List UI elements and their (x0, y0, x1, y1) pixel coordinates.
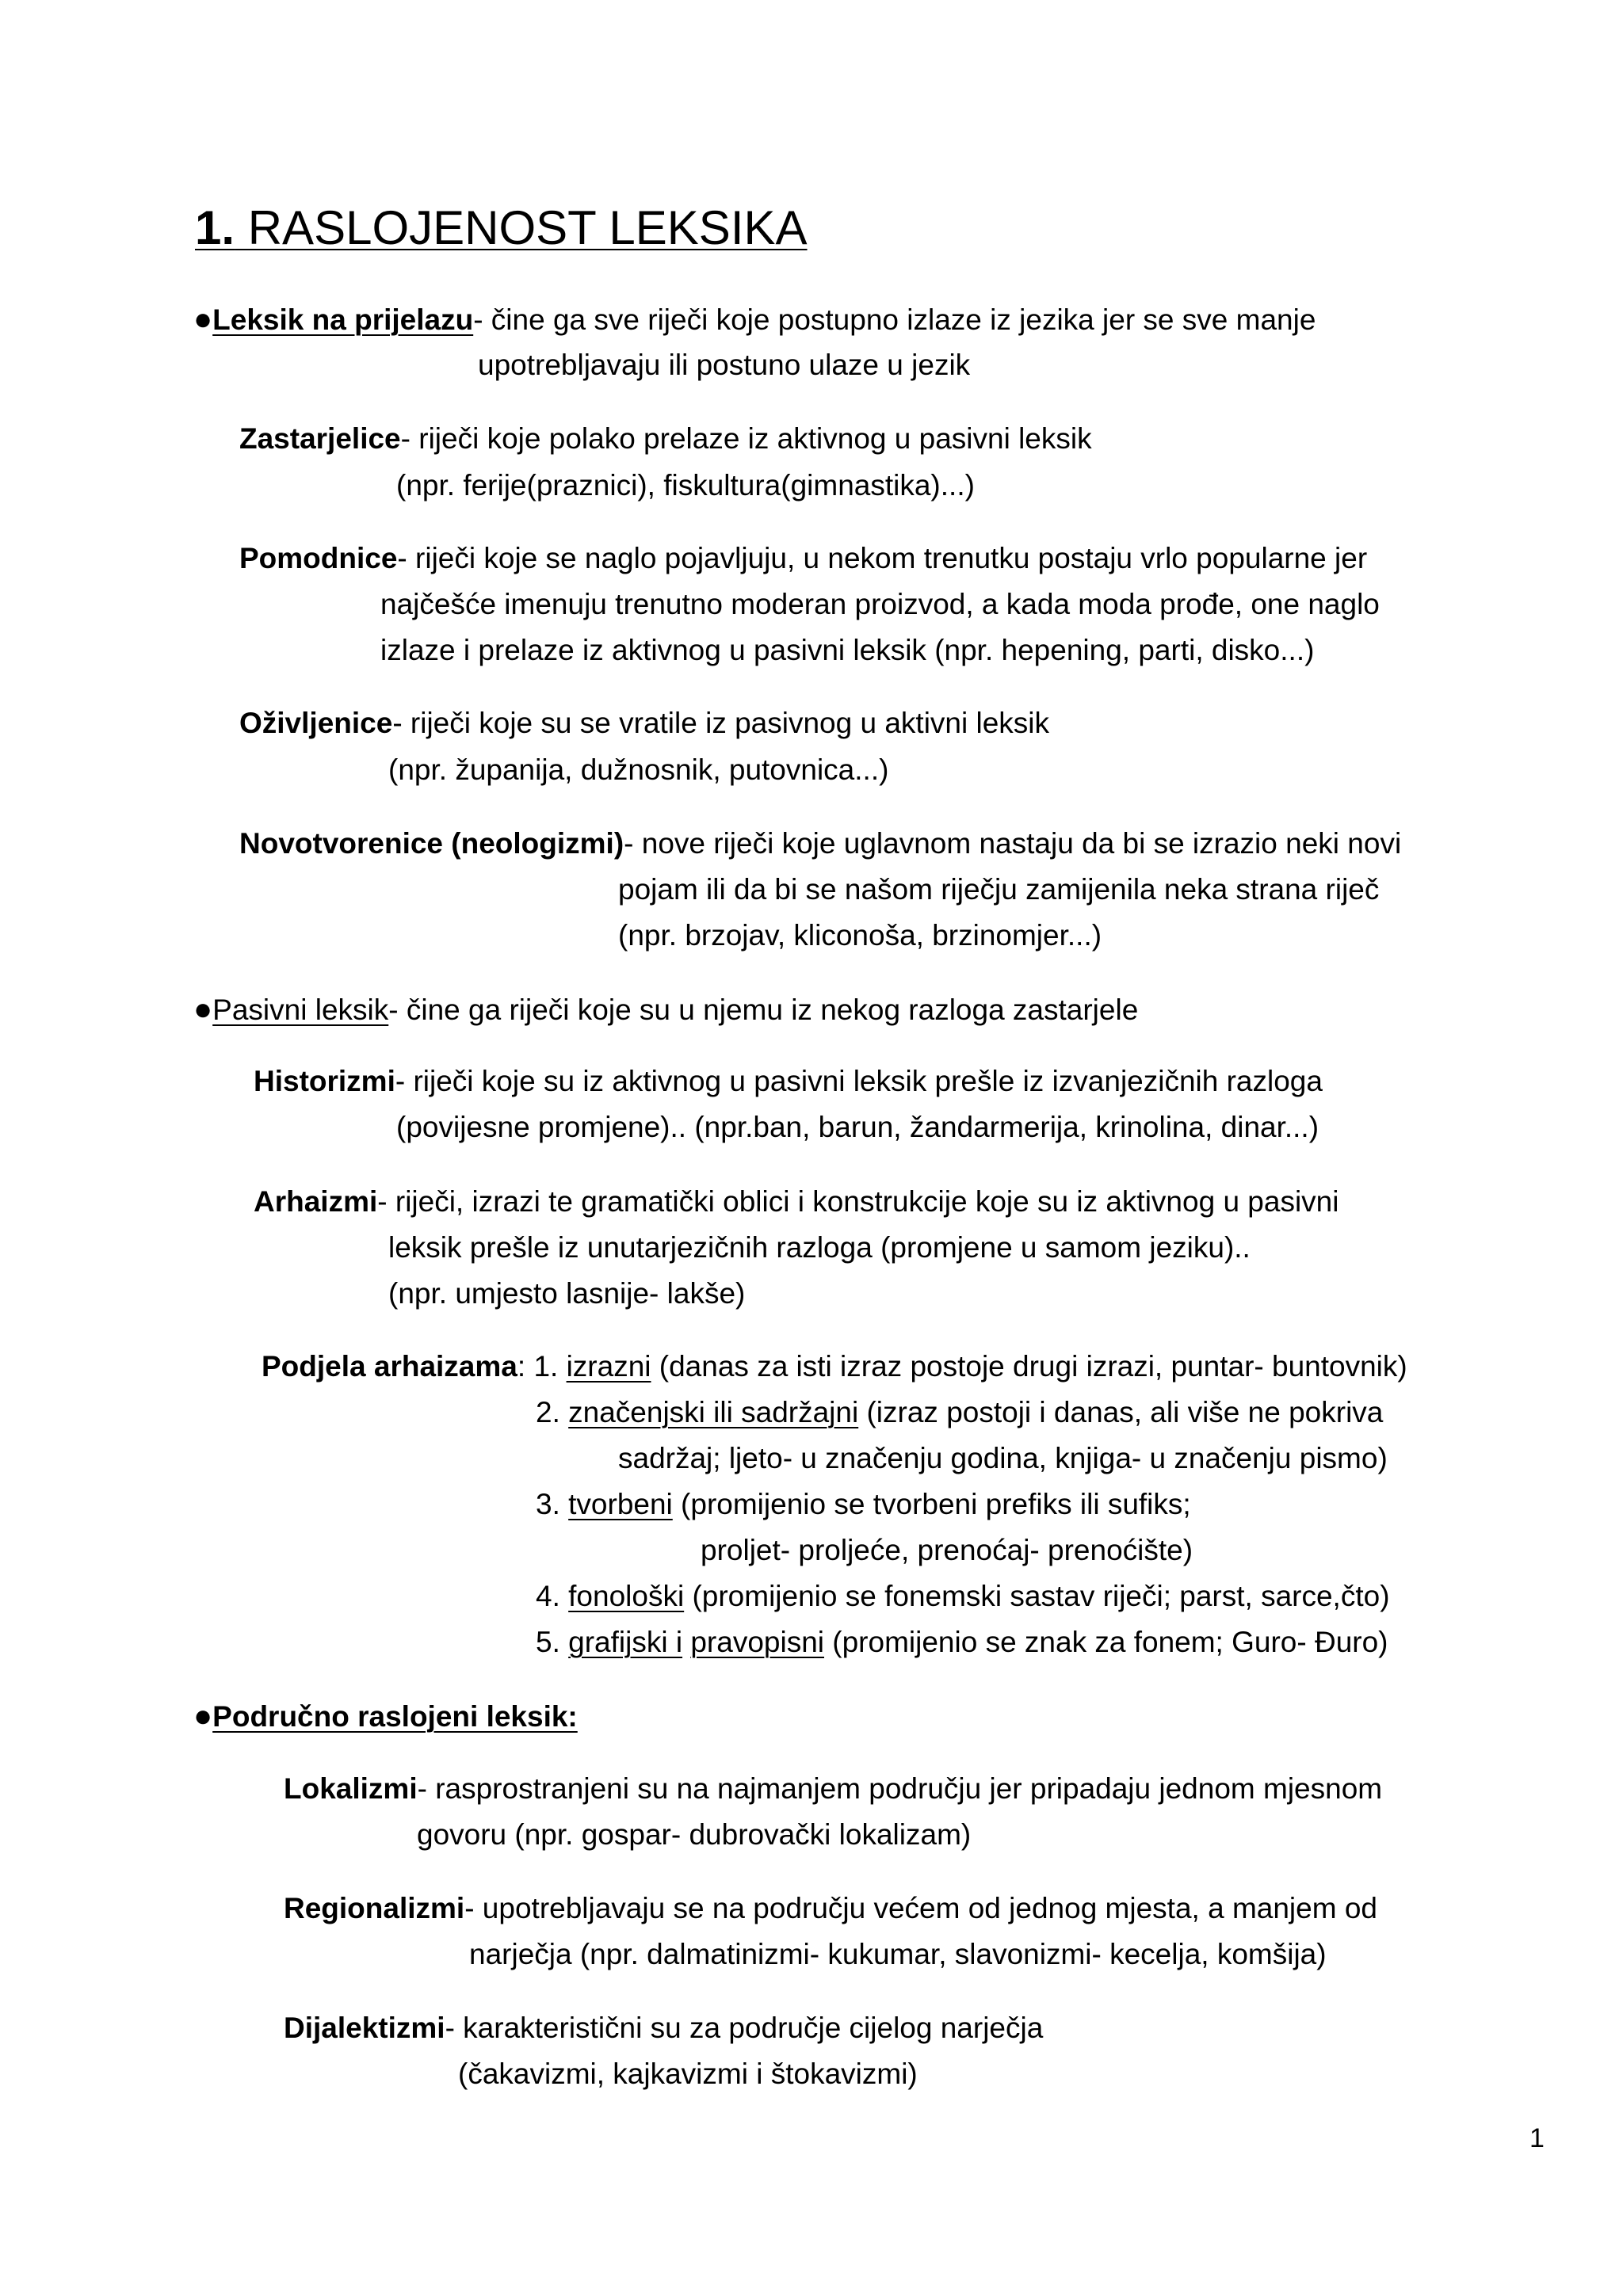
list-text: (danas za isti izraz postoje drugi izrazi, puntar- buntovnik) (651, 1350, 1407, 1383)
section-text-cont: upotrebljavaju ili postuno ulaze u jezik (478, 349, 971, 381)
entry-text: - riječi koje su se vratile iz pasivnog u aktivni leksik (392, 707, 1050, 739)
entry-term: Historizmi (254, 1065, 395, 1097)
entry-ozivljenice (239, 708, 1049, 738)
list-number: 4. (536, 1580, 569, 1612)
list-item-2 (536, 1398, 1383, 1427)
entry-text-cont: (npr. brzojav, kliconoša, brzinomjer...) (618, 919, 1102, 952)
title-number: 1. (195, 201, 235, 254)
entry-text-cont: (čakavizmi, kajkavizmi i štokavizmi) (458, 2058, 918, 2090)
bullet-icon: ● (193, 1699, 213, 1733)
list-key: grafijski i (568, 1626, 683, 1658)
entry-text: - karakteristični su za područje cijelog narječja (445, 2012, 1044, 2044)
list-key: pravopisni (690, 1626, 824, 1658)
gap (682, 1626, 690, 1658)
entry-historizmi (254, 1066, 1323, 1096)
page-number: 1 (1529, 2123, 1545, 2153)
entry-term: Dijalektizmi (284, 2012, 445, 2044)
list-item-3 (536, 1489, 1191, 1519)
entry-term: Zastarjelice (239, 422, 401, 455)
list-key: značenjski ili sadržajni (568, 1396, 859, 1428)
entry-novotvorenice (239, 829, 1401, 858)
entry-text: - nove riječi koje uglavnom nastaju da bi se izrazio neki novi (624, 827, 1402, 860)
list-item-5 (536, 1627, 1388, 1657)
entry-text: - riječi koje su iz aktivnog u pasivni leksik prešle iz izvanjezičnih razloga (395, 1065, 1323, 1097)
podjela-arhaizama (262, 1352, 1407, 1381)
entry-text: - riječi koje se naglo pojavljuju, u nekom trenutku postaju vrlo popularne jer (397, 542, 1368, 574)
list-number: 5. (536, 1626, 569, 1658)
entry-text-cont: govoru (npr. gospar- dubrovački lokalizam) (417, 1818, 972, 1851)
list-text: (promijenio se tvorbeni prefiks ili sufiks; (672, 1488, 1191, 1520)
list-item-cont: sadržaj; ljeto- u značenju godina, knjiga- u značenju pismo) (618, 1442, 1388, 1474)
section-heading: Leksik na prijelazu (212, 303, 474, 336)
bullet-icon: ● (193, 992, 213, 1027)
list-text: (promijenio se znak za fonem; Guro- Đuro) (824, 1626, 1388, 1658)
entry-zastarjelice (239, 424, 1092, 453)
section-text: - čine ga sve riječi koje postupno izlaze iz jezika jer se sve manje (473, 303, 1316, 336)
entry-regionalizmi (284, 1894, 1377, 1923)
entry-text-cont: najčešće imenuju trenutno moderan proizvod, a kada moda prođe, one naglo (380, 588, 1380, 620)
entry-term: Podjela arhaizama (262, 1350, 517, 1383)
colon: : (517, 1350, 534, 1383)
entry-text-cont: (npr. županija, dužnosnik, putovnica...) (388, 753, 889, 786)
list-number: 2. (536, 1396, 569, 1428)
section-text: - čine ga riječi koje su u njemu iz nekog razloga zastarjele (388, 994, 1139, 1026)
entry-term: Regionalizmi (284, 1892, 465, 1924)
entry-text: - riječi koje polako prelaze iz aktivnog u pasivni leksik (400, 422, 1092, 455)
entry-text-cont: izlaze i prelaze iz aktivnog u pasivni leksik (npr. hepening, parti, disko...) (380, 634, 1315, 666)
entry-lokalizmi (284, 1774, 1382, 1803)
list-key: fonološki (568, 1580, 685, 1612)
list-number: 3. (536, 1488, 569, 1520)
bullet-icon: ● (193, 302, 213, 337)
entry-term: Arhaizmi (254, 1185, 378, 1218)
list-item-cont: proljet- proljeće, prenoćaj- prenoćište) (701, 1534, 1193, 1566)
page-title (195, 201, 808, 254)
entry-term: Novotvorenice (neologizmi) (239, 827, 624, 860)
section-leksik-na-prijelazu (193, 303, 1316, 335)
section-heading: Područno raslojeni leksik: (212, 1700, 578, 1733)
entry-text: - riječi, izrazi te gramatički oblici i konstrukcije koje su iz aktivnog u pasivni (377, 1185, 1339, 1218)
title-text: RASLOJENOST LEKSIKA (235, 201, 808, 254)
entry-text: - rasprostranjeni su na najmanjem području jer pripadaju jednom mjesnom (417, 1772, 1383, 1805)
entry-arhaizmi (254, 1187, 1338, 1216)
entry-text-cont: (npr. umjesto lasnije- lakše) (388, 1277, 746, 1310)
entry-text-cont: narječja (npr. dalmatinizmi- kukumar, slavonizmi- kecelja, komšija) (469, 1938, 1327, 1970)
section-heading: Pasivni leksik (212, 994, 389, 1026)
entry-text-cont: (povijesne promjene).. (npr.ban, barun, žandarmerija, krinolina, dinar...) (396, 1111, 1319, 1143)
list-key: izrazni (566, 1350, 651, 1383)
section-podrucno-raslojeni (193, 1700, 578, 1732)
entry-text-cont: (npr. ferije(praznici), fiskultura(gimnastika)...) (396, 469, 975, 502)
list-key: tvorbeni (568, 1488, 673, 1520)
list-text: (izraz postoji i danas, ali više ne pokriva (858, 1396, 1384, 1428)
list-item-4 (536, 1581, 1390, 1611)
section-pasivni-leksik (193, 994, 1138, 1025)
entry-text-cont: pojam ili da bi se našom riječju zamijenila neka strana riječ (618, 873, 1380, 906)
entry-dijalektizmi (284, 2013, 1043, 2042)
entry-term: Lokalizmi (284, 1772, 418, 1805)
entry-pomodnice (239, 543, 1367, 573)
entry-term: Oživljenice (239, 707, 393, 739)
entry-text-cont: leksik prešle iz unutarjezičnih razloga (promjene u samom jeziku).. (388, 1231, 1251, 1264)
list-text: (promijenio se fonemski sastav riječi; parst, sarce,čto) (684, 1580, 1390, 1612)
list-number: 1. (533, 1350, 567, 1383)
entry-text: - upotrebljavaju se na području većem od jednog mjesta, a manjem od (464, 1892, 1377, 1924)
entry-term: Pomodnice (239, 542, 398, 574)
